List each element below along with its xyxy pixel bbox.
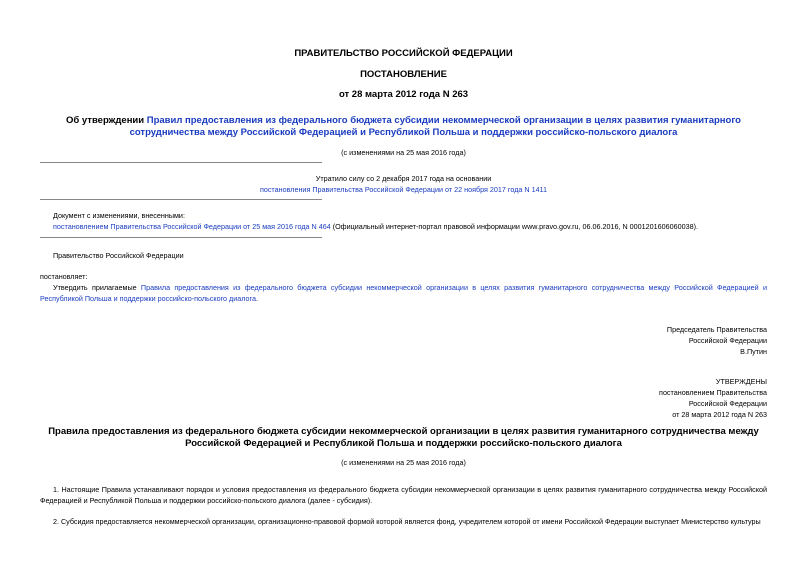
changes-source: (Официальный интернет-портал правовой информации www.pravo.gov.ru, 06.06.2016, N 0001201606060038). [330, 222, 698, 231]
expired-link[interactable]: постановления Правительства Российской Федерации от 22 ноября 2017 года N 1411 [259, 185, 548, 194]
document-type: ПОСТАНОВЛЕНИЕ [360, 69, 447, 80]
signature-line-1: Председатель Правительства [666, 325, 767, 334]
signature-line-2: Российской Федерации [688, 336, 767, 345]
rules-paragraph-2: 2. Субсидия предоставляется некоммерческой организации, организационно-правовой формой которой является фонд, учредителем которой от имени Российской Федерации выступает Министерство культуры [53, 517, 761, 526]
approve-link[interactable]: Правила предоставления из федерального бюджета субсидии некоммерческой организации в целях развития гуманитарного сотрудничества между Российской Федерацией и Республикой Польша и поддержки российско-польского диалога [40, 283, 767, 303]
issuer: Правительство Российской Федерации [53, 251, 184, 260]
rules-paragraph-1: 1. Настоящие Правила устанавливают порядок и условия предоставления из федерального бюджета субсидии некоммерческой организации в целях развития гуманитарного сотрудничества между Российской Федерацией и Республикой Польша и поддержки российско-польского диалога (далее - субсидия). [40, 485, 767, 505]
divider [40, 237, 322, 238]
changes-line [53, 221, 773, 232]
document-title [40, 115, 767, 139]
approved-line-3: Российской Федерации [688, 399, 767, 408]
title-link[interactable]: Правил предоставления из федерального бюджета субсидии некоммерческой организации в целях развития гуманитарного сотрудничества между Российской Федерацией и Республикой Польша и поддержки российско-польского диалога [129, 115, 741, 138]
resolves-word: постановляет: [40, 272, 88, 281]
changes-label: Документ с изменениями, внесенными: [53, 211, 185, 220]
rules-title: Правила предоставления из федерального бюджета субсидии некоммерческой организации в целях развития гуманитарного сотрудничества между Российской Федерацией и Республикой Польша и поддержки российско-польского диалога [48, 426, 759, 449]
amendment-note: (с изменениями на 25 мая 2016 года) [341, 148, 466, 157]
government-heading: ПРАВИТЕЛЬСТВО РОССИЙСКОЙ ФЕДЕРАЦИИ [294, 48, 513, 59]
changes-link[interactable]: постановлением Правительства Российской Федерации от 25 мая 2016 года N 464 [53, 222, 331, 231]
rules-amendment-note: (с изменениями на 25 мая 2016 года) [341, 458, 466, 467]
expired-note: Утратило силу со 2 декабря 2017 года на основании [315, 174, 492, 183]
approved-line-4: от 28 марта 2012 года N 263 [672, 410, 767, 419]
approve-suffix: . [255, 294, 258, 303]
approve-prefix: Утвердить прилагаемые [53, 283, 141, 292]
approved-label: УТВЕРЖДЕНЫ [715, 377, 767, 386]
document-date-number: от 28 марта 2012 года N 263 [338, 89, 469, 100]
title-prefix: Об утверждении [66, 115, 147, 126]
divider [40, 162, 322, 163]
approved-line-2: постановлением Правительства [659, 388, 767, 397]
divider [40, 199, 322, 200]
signature-name: В.Путин [740, 347, 767, 356]
approve-paragraph [40, 282, 767, 304]
